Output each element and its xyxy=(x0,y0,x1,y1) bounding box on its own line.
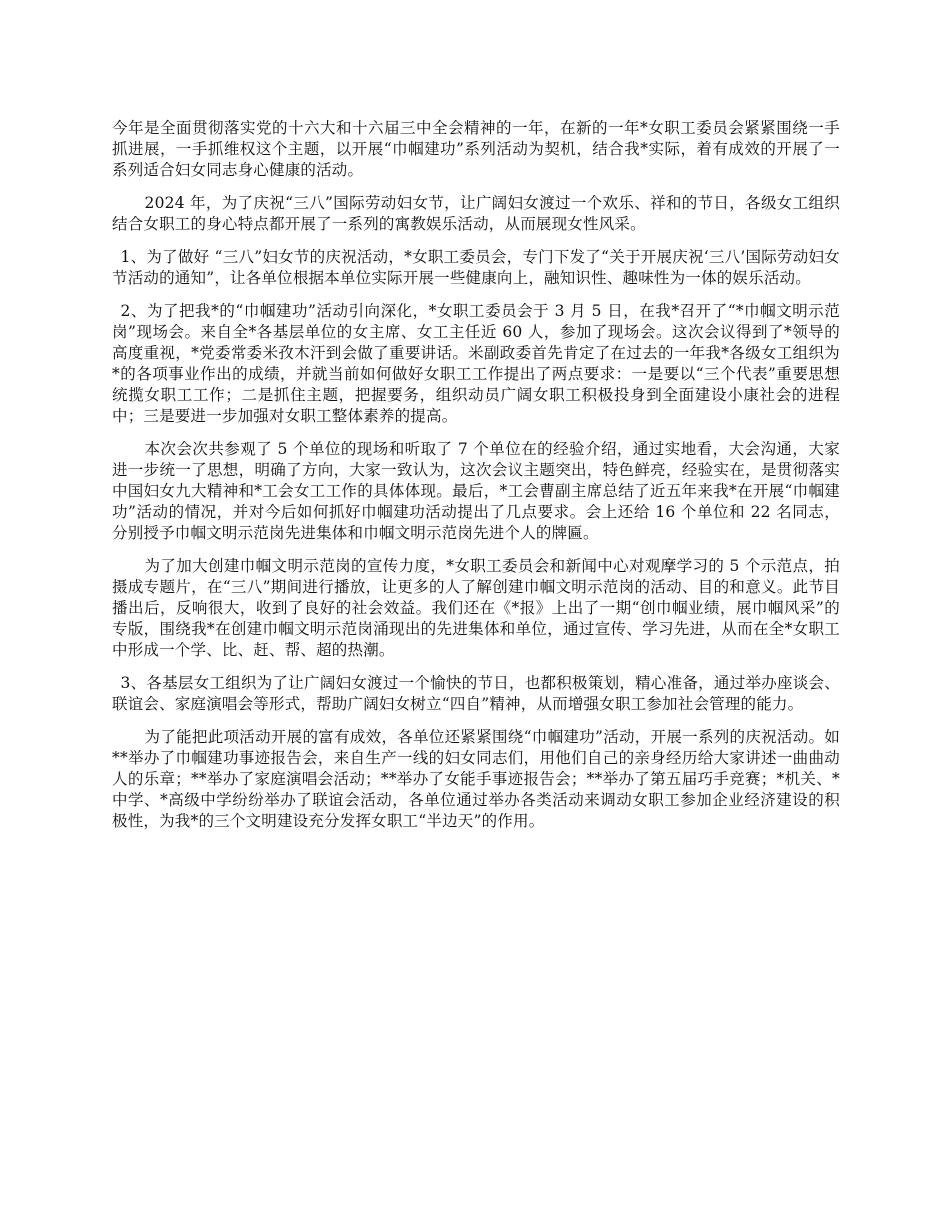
document-body xyxy=(112,118,840,844)
paragraph-2024-celebration: 2024 年，为了庆祝“三八”国际劳动妇女节，让广阔妇女渡过一个欢乐、祥和的节日，各级女工组织结合女职工的身心特点都开展了一系列的寓教娱乐活动，从而展现女性风采。 xyxy=(112,194,840,233)
paragraph-meeting-summary: 本次会次共参观了 5 个单位的现场和听取了 7 个单位在的经验介绍，通过实地看，大会沟通，大家进一步统一了思想，明确了方向，大家一致认为，这次会议主题突出，特色鲜亮，经验实在，是贯彻落实中国妇女九大精神和*工会女工工作的具体体现。最后，*工会曹副主席总结了近五年来我*在开展“巾帼建功”活动的情况，并对今后如何抓好巾帼建功活动提出了几点要求。会上还给 16 个单位和 22 名同志，分别授予巾帼文明示范岗先进集体和巾帼文明示范岗先进个人的牌匾。 xyxy=(112,440,840,542)
paragraph-publicity: 为了加大创建巾帼文明示范岗的宣传力度，*女职工委员会和新闻中心对观摩学习的 5 个示范点，拍摄成专题片，在“三八”期间进行播放，让更多的人了解创建巾帼文明示范岗的活动、目的和意义。此节目播出后，反响很大，收到了良好的社会效益。我们还在《*报》上出了一期“创巾帼业绩，展巾帼风采”的专版，围绕我*在创建巾帼文明示范岗涌现出的先进集体和单位，通过宣传、学习先进，从而在全*女职工中形成一个学、比、赶、帮、超的热潮。 xyxy=(112,557,840,659)
paragraph-item-2: 2、为了把我*的“巾帼建功”活动引向深化，*女职工委员会于 3 月 5 日，在我*召开了“*巾帼文明示范岗”现场会。来自全*各基层单位的女主席、女工主任近 60 人，参加了现场会。这次会议得到了*领导的高度重视，*党委常委米孜木汗到会做了重要讲话。米副政委首先肯定了在过去的一年我*各级女工组织为*的各项事业作出的成绩，并就当前如何做好女职工工作提出了两点要求：一是要以“三个代表”重要思想统揽女职工工作；二是抓住主题，把握要务，组织动员广阔女职工积极投身到全面建设小康社会的进程中；三是要进一步加强对女职工整体素养的提高。 xyxy=(112,302,840,425)
paragraph-item-1: 1、为了做好 “三八”妇女节的庆祝活动，*女职工委员会，专门下发了“关于开展庆祝‘三八’国际劳动妇女节活动的通知”，让各单位根据本单位实际开展一些健康向上，融知识性、趣味性为一体的娱乐活动。 xyxy=(112,248,840,287)
paragraph-intro: 今年是全面贯彻落实党的十六大和十六届三中全会精神的一年，在新的一年*女职工委员会紧紧围绕一手抓进展，一手抓维权这个主题，以开展“巾帼建功”系列活动为契机，结合我*实际，着有成效的开展了一系列适合妇女同志身心健康的活动。 xyxy=(112,119,840,179)
paragraph-activities: 为了能把此项活动开展的富有成效，各单位还紧紧围绕“巾帼建功”活动，开展一系列的庆祝活动。如**举办了巾帼建功事迹报告会，来自生产一线的妇女同志们，用他们自己的亲身经历给大家讲述一曲曲动人的乐章；**举办了家庭演唱会活动；**举办了女能手事迹报告会；**举办了第五届巧手竞赛；*机关、*中学、*高级中学纷纷举办了联谊会活动，各单位通过举办各类活动来调动女职工参加企业经济建设的积极性，为我*的三个文明建设充分发挥女职工“半边天”的作用。 xyxy=(112,728,840,830)
paragraph-item-3: 3、各基层女工组织为了让广阔妇女渡过一个愉快的节日，也都积极策划，精心准备，通过举办座谈会、联谊会、家庭演唱会等形式，帮助广阔妇女树立“四自”精神，从而增强女职工参加社会管理的能力。 xyxy=(112,674,840,713)
